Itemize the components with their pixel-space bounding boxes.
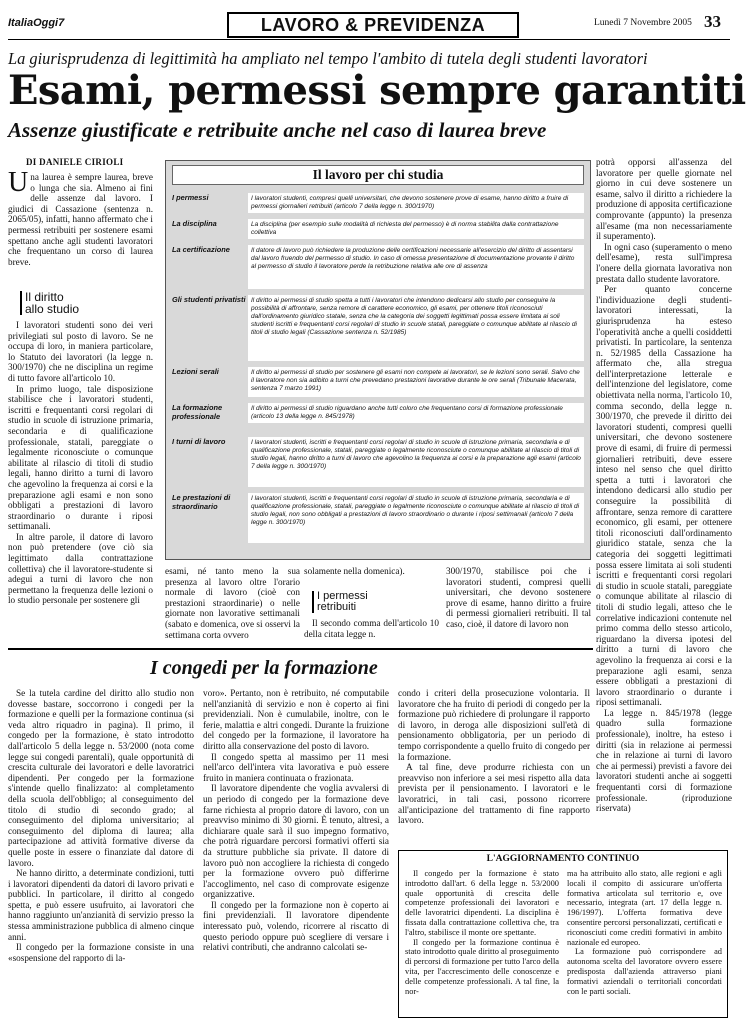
article-subheadline: Assenze giustificate e retribuite anche nel caso di laurea breve — [8, 118, 547, 142]
info-box-title: Il lavoro per chi studia — [172, 165, 584, 185]
box-row-turni-di-lavoro: I turni di lavoro I lavoratori studenti, iscritti e frequentanti corsi regolari di studio in scuole di istruzione primaria, secondaria e di qualificazione professionale, statali, pareggiate o legalmente riconosciute o comunque abilitate al rilascio di titoli di studio legali, hanno diritto a turni di lavoro che agevolino la frequenza ai corsi e la preparazione agli esami (articolo 7 della legge n. 300/1970) — [172, 437, 584, 487]
congedi-column-3: condo i criteri della prosecuzione volontaria. Il lavoratore che ha fruito di periodi di congedo per la formazione può richiedere di prolungare il rapporto di lavoro, in deroga alle disposizioni sull'età di pensionamento obbligatoria, per un periodo di tempo corrispondente a quello fruito di congedo per la formazione. A tal fine, deve produrre richiesta con un preavviso non inferiore a sei mesi rispetto alla data prevista per il pensionamento. I lavoratori e le lavoratrici, in tali casi, possono ricorrere all'anticipazione del trattamento di fine rapporto lavoro. — [398, 688, 590, 826]
box-row-certificazione: La certificazione Il datore di lavoro può richiedere la produzione delle certificazioni necessarie all'esercizio del diritto di assentarsi dal lavoro fruendo del permesso di studio. In caso di omessa presentazione di documentazione provante il diritto al permesso di studio il lavoratore perde la retribuzione relativa alle ore di assenza — [172, 245, 584, 289]
congedi-column-1: Se la tutela cardine del diritto allo studio non dovesse bastare, soccorrono i congedi per la formazione e quelli per la formazione continua (si veda altro riquadro in pagina). Il primo, il congedo per la formazione, è stato introdotto dall'articolo 5 della legge n. 53/2000 (nota come legge sui congedi parentali), quale opportunità di crescita culturale dei lavoratori e delle lavoratrici dipendenti. Per congedo per la formazione s'intende quello finalizzato: al completamento della scuola dell'obbligo; al conseguimento del titolo di studio di secondo grado; al conseguimento del diploma universitario; al conseguimento del diploma di laurea; alla partecipazione ad attività formative diverse da quelle poste in essere o finanziate dal datore di lavoro. Ne hanno diritto, a determinate condizioni, tutti i lavoratori dipendenti da datori di lavoro privati e pubblici. In particolare, il diritto al congedo spetta, e può essere usufruito, ai lavoratori che hanno raggiunto un'anzianità di servizio presso la stessa amministrazione pubblica di almeno cinque anni. Il congedo per la formazione consiste in una «sospensione del rapporto di la- — [8, 688, 194, 963]
masthead-rule — [8, 39, 730, 40]
byline: DI DANIELE CIRIOLI — [26, 157, 124, 167]
aggiornamento-continuo-box — [398, 850, 728, 1018]
congedi-rule — [8, 648, 593, 650]
article-column-3a: solamente nella domenica). — [304, 566, 405, 576]
article-headline: Esami, permessi sempre garantiti — [8, 67, 746, 114]
article-kicker: La giurisprudenza di legittimità ha ampliato nel tempo l'ambito di tutela degli studenti lavoratori — [8, 49, 648, 68]
aggiornamento-column-2: ma ha attribuito allo stato, alle regioni e agli locali il compito di assicurare un'offerta formativa articolata sul territorio e, ove necessario, integrata (art. 17 della legge n. 196/1997). L'offerta formativa deve consentire percorsi personalizzati, certificati e riconosciuti come crediti formativi in ambito nazionale ed europeo. La formazione può corrispondere ad autonoma scelta del lavoratore ovvero essere predisposta dall'azienda attraverso piani formativi aziendali o territoriali concordati con le parti sociali. — [567, 869, 722, 996]
dropcap: U — [8, 167, 29, 198]
article-column-1: I lavoratori studenti sono dei veri privilegiati sul posto di lavoro. Se ne occupa di loro, in maniera particolare, lo Statuto dei lavoratori (la legge n. 300/1970) che ne disciplina un regime di tutto favore all'articolo 10. In primo luogo, tale disposizione stabilisce che i lavoratori studenti, iscritti e frequentanti corsi regolari di studio in scuole di istruzione primaria, secondaria e di qualificazione professionale, statali, pareggiate o legalmente riconosciute o comunque abilitate al rilascio di titoli di studio legali, hanno diritto a turni di lavoro che agevolino la frequenza ai corsi e la preparazione agli esami e non sono obbligati a prestazioni di lavoro straordinario o durante i riposi settimanali. In altre parole, il datore di lavoro non può pretendere (ove ciò sia legittimato dalla contrattazione collettiva) che il lavoratore-studente si adegui a turni di lavoro che non permettano la frequenza delle lezioni o lo studio personale per sostenere gli — [8, 320, 153, 606]
aggiornamento-column-1: Il congedo per la formazione è stato introdotto dall'art. 6 della legge n. 53/2000 quale opportunità di crescita delle competenze professionali dei lavoratori e delle lavoratrici dipendenti. La disciplina è fissata dalla contrattazione collettiva che, tra l'altro, stabilisce il monte ore spettante. Il congedo per la formazione continua è stato introdotto quale diritto al proseguimento di percorsi di formazione per tutto l'arco della vita, per l'accrescimento delle conoscenze e delle competenze professionali. A tal fine, la nor- — [405, 869, 559, 996]
congedi-title: I congedi per la formazione — [150, 657, 378, 679]
congedi-column-2: voro». Pertanto, non è retribuito, né computabile nell'anzianità di servizio e non è coperto ai fini previdenziali. Non è cumulabile, inoltre, con le ferie, malattia e altri congedi. Durante la fruizione del congedo per la formazione, il lavoratore ha diritto alla conservazione del posto di lavoro. Il congedo spetta al massimo per 11 mesi nell'arco dell'intera vita lavorativa e può essere fruito in maniera continuata o frazionata. Il lavoratore dipendente che voglia avvalersi di un periodo di congedo per la formazione deve farne richiesta al proprio datore di lavoro, con un preavviso minimo di 30 giorni. È tenuto, altresì, a dichiarare quale sarà il suo impegno formativo, che potrà riguardare percorsi formativi offerti sia da strutture pubbliche sia private. Il datore di lavoro può non accogliere la richiesta di congedo per la formazione ovvero può differirne l'accoglimento, nel caso di comprovate esigenze organizzative. Il congedo per la formazione non è coperto ai fini previdenziali. Il lavoratore dipendente interessato può, volendo, ricorrere al riscatto di questo periodo oppure può scegliere di versare i relativi contributi, che andranno calcolati se- — [203, 688, 389, 953]
box-row-permessi: I permessi I lavoratori studenti, compresi quelli universitari, che devono sostenere prove di esame, hanno diritto a fruire di permessi giornalieri retribuiti (articolo 7 della legge n. 300/1970) — [172, 193, 584, 213]
box-row-lezioni-serali: Lezioni serali Il diritto ai permessi di studio per sostenere gli esami non compete ai lavoratori, se le lezioni sono serali. Salvo che il lavoratore non sia adibito a turni che prevedano prestazioni lavorative durante le ore serali (Tribunale Macerata, sentenza 7 marzo 1991) — [172, 367, 584, 397]
article-intro: Una laurea è sempre laurea, breve o lunga che sia. Almeno ai fini delle assenze dal lavoro. I giudici di Cassazione (sentenza n. 2065/05), infatti, hanno affermato che i permessi retribuiti per sostenere esami spettano anche agli studenti lavoratori che frequentano un corso di laurea breve. — [8, 167, 153, 267]
article-right-column: potrà opporsi all'assenza del lavoratore per quelle giornate nel giorno in cui deve sostenere un esame, salvo il diritto a richiedere la produzione di apposita certificazione comprovante (appunto) la presenza all'esame (ma non necessariamente il superamento). In ogni caso (superamento o meno dell'esame), resta sull'impresa l'onere della giornata lavorativa non prestata dallo studente lavoratore. Per quanto concerne l'individuazione degli studenti-lavoratori interessati, la giurisprudenza ha esteso l'operatività anche a quelli cosiddetti privatisti. In particolare, la sentenza n. 52/1985 della Cassazione ha affermato che, alla stregua dell'interpretazione letterale e dell'intenzione del legislatore, come obiettivata nella norma, l'articolo 10, comma secondo, della legge n. 300/1970, che prevede il diritto dei lavoratori studenti, compresi quelli universitari, che devono sostenere prove di esami, di fruire di permessi giornalieri retribuiti, deve essere inteso nel senso che quel diritto spetta a tutti i lavoratori che intendono dedicarsi allo studio per conseguire la possibilità di affrontare, senza remore di carattere economico, gli esami, per ottenere titoli riconosciuti dall'ordinamento giuridico statale, senza che la categoria dei soggetti legittimati possa essere limitata ai soli studenti iscritti e frequentanti corsi regolari di studio in scuole statali, pareggiate o comunque abilitate al rilascio di titoli di studio legali, atteso che le correlative indicazioni contenute nel primo comma dello stesso articolo, riguardano la diversa ipotesi del diritto a turni di lavoro che agevolino la frequenza ai corsi e la preparazione agli esami, senza essere obbligati a prestazioni di lavoro straordinario o durante i riposi settimanali. La legge n. 845/1978 (legge quadro sulla formazione professionale), inoltre, ha esteso i diritti (sia in relazione ai permessi che in relazione ai turni di lavoro che ai permessi) previsti a favore dei lavoratori studenti anche ai soggetti frequentanti corsi di formazione professionale. (riproduzione riservata) — [596, 157, 732, 814]
aggiornamento-title: L'AGGIORNAMENTO CONTINUO — [486, 854, 640, 864]
section-title: LAVORO & PREVIDENZA — [227, 12, 519, 38]
masthead — [8, 9, 730, 37]
subhead-permessi-retribuiti: I permessi retribuiti — [312, 591, 368, 613]
box-row-disciplina: La disciplina La disciplina (per esempio sulle modalità di richiesta del permesso) è di norma stabilita dalla contrattazione collettiva — [172, 219, 584, 239]
article-column-3b: Il secondo comma dell'articolo 10 della citata legge n. — [304, 618, 439, 639]
page-number: 33 — [704, 12, 721, 31]
article-column-4: 300/1970, stabilisce poi che i lavoratori studenti, compresi quelli universitari, che devono sostenere prove di esame, hanno diritto a fruire di permessi giornalieri retribuiti. Il tal caso, cioè, il datore di lavoro non — [446, 566, 591, 629]
brand-logo: ItaliaOggi7 — [8, 17, 65, 29]
info-box-lavoro-per-chi-studia — [165, 160, 591, 560]
box-row-privatisti: Gli studenti privatisti Il diritto ai permessi di studio spetta a tutti i lavoratori che intendono dedicarsi allo studio per conseguire la possibilità di affrontare, senza remore di carattere economico, gli esami, per ottenere titoli riconosciuti dall'ordinamento giuridico statale, senza che la categoria dei soggetti legittimati possa essere limitata ai soli studenti iscritti e frequentanti corsi regolari di studio in scuole statali, pareggiate o comunque abilitate al rilascio di titoli di studio legali (Cassazione sentenza n. 52/1985) — [172, 295, 584, 361]
article-column-2: esami, né tanto meno la sua presenza al lavoro oltre l'orario normale di lavoro (cioè con prestazioni straordinarie) o nelle giornate non lavorative settimanali (sabato e domenica, ove si osservi la settimana corta ovvero — [165, 566, 300, 640]
subhead-diritto-allo-studio: Il diritto allo studio — [20, 291, 79, 315]
box-row-formazione-professionale: La formazione professionale Il diritto ai permessi di studio riguardano anche tutti coloro che frequentano corsi di formazione professionale (articolo 13 della legge n. 845/1978) — [172, 403, 584, 431]
box-row-straordinario: Le prestazioni di straordinario I lavoratori studenti, iscritti e frequentanti corsi regolari di studio in scuole di istruzione primaria, secondaria e di qualificazione professionale, statali, pareggiate o legalmente riconosciute o comunque abilitate al rilascio di titoli di studio legali, non sono obbligati a prestazioni di lavoro straordinario o durante i riposi settimanali (articolo 7 della legge n. 300/1970) — [172, 493, 584, 543]
issue-date: Lunedì 7 Novembre 2005 — [594, 18, 692, 28]
